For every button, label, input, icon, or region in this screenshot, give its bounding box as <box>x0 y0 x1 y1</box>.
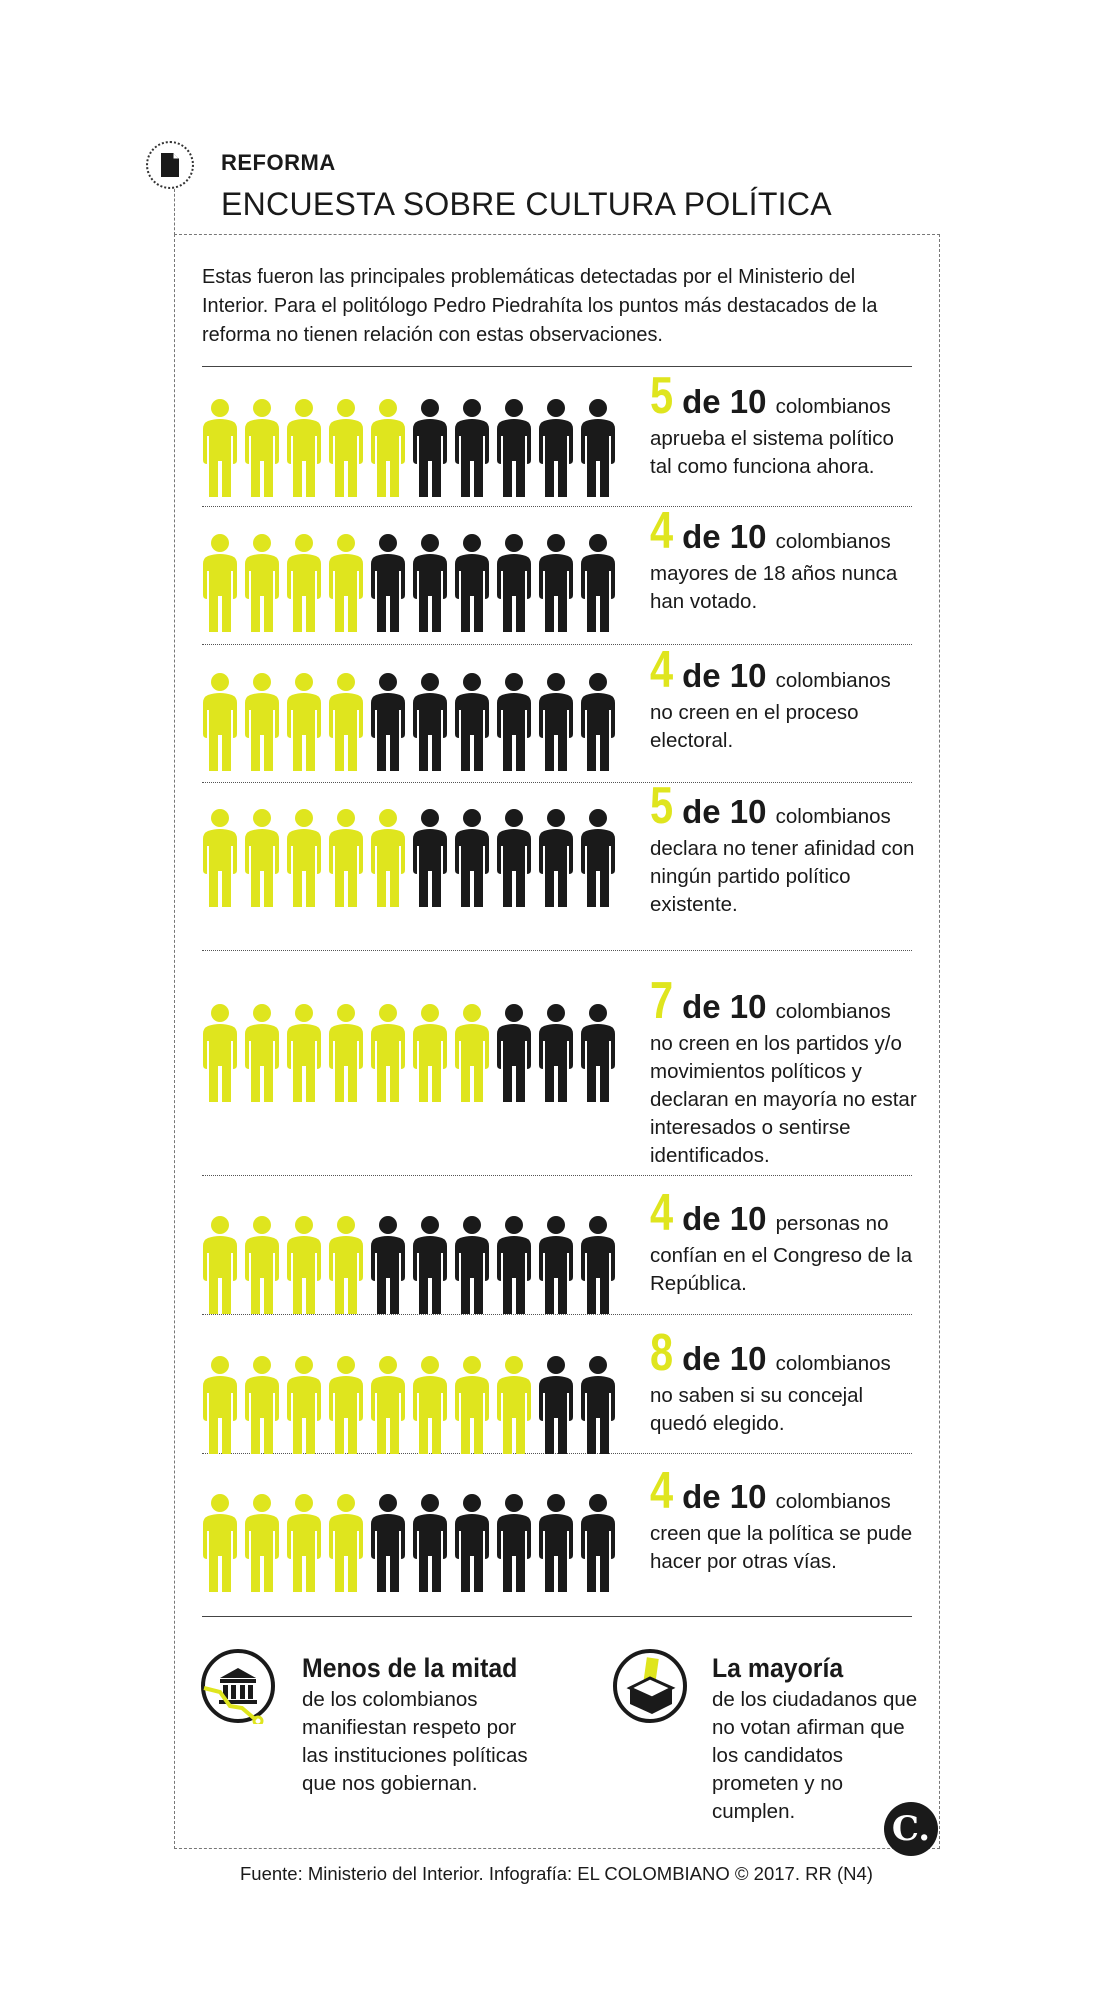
person-icon-dark <box>370 533 406 633</box>
stat-subject: colombianos <box>775 530 891 553</box>
person-icon-dark <box>496 1003 532 1103</box>
top-divider <box>202 366 912 367</box>
person-icon-dark <box>454 398 490 498</box>
stat-out-of: de 10 <box>672 1340 776 1377</box>
person-icon-highlighted <box>244 1493 280 1593</box>
person-icon-highlighted <box>496 1355 532 1455</box>
person-icon-highlighted <box>286 672 322 772</box>
institution-cut-icon <box>200 1648 276 1724</box>
person-icon-highlighted <box>286 533 322 633</box>
stat-description: mayores de 18 años nunca han votado. <box>650 562 898 613</box>
person-icon-dark <box>496 672 532 772</box>
person-icon-highlighted <box>202 1355 238 1455</box>
kicker: REFORMA <box>221 150 336 175</box>
bottom-right-title: La mayoría <box>712 1653 844 1683</box>
person-icon-highlighted <box>286 1493 322 1593</box>
stat-headline <box>650 777 920 839</box>
stat-label <box>650 1184 920 1298</box>
stat-number: 4 <box>650 1184 674 1242</box>
stat-headline <box>650 641 920 703</box>
person-icon-highlighted <box>202 1215 238 1315</box>
person-icon-highlighted <box>244 1003 280 1103</box>
stat-headline <box>650 1462 920 1524</box>
person-icon-highlighted <box>412 1003 448 1103</box>
person-icon-dark <box>412 672 448 772</box>
stat-out-of: de 10 <box>672 1200 776 1237</box>
stat-description: aprueba el sistema político tal como funciona ahora. <box>650 427 894 478</box>
person-icon-dark <box>412 1493 448 1593</box>
row-divider <box>202 644 912 645</box>
stat-number: 5 <box>650 777 674 835</box>
stat-subject: colombianos <box>775 669 891 692</box>
person-icon-dark <box>538 1355 574 1455</box>
stat-subject: colombianos <box>775 1000 891 1023</box>
person-icon-dark <box>496 1215 532 1315</box>
stat-headline <box>650 502 920 564</box>
stat-number: 4 <box>650 641 674 699</box>
person-icon-dark <box>412 1215 448 1315</box>
person-icon-highlighted <box>202 533 238 633</box>
person-icon-highlighted <box>454 1003 490 1103</box>
person-icon-dark <box>538 672 574 772</box>
person-icon-dark <box>538 398 574 498</box>
person-icon-highlighted <box>328 1355 364 1455</box>
row-divider <box>202 506 912 507</box>
person-icon-highlighted <box>244 533 280 633</box>
person-icon-dark <box>370 672 406 772</box>
person-icon-highlighted <box>370 1355 406 1455</box>
stat-description: declara no tener afinidad con ningún partido político existente. <box>650 837 915 916</box>
stat-headline <box>650 1184 920 1246</box>
stat-out-of: de 10 <box>672 657 776 694</box>
person-icon-dark <box>496 808 532 908</box>
person-icon-dark <box>454 533 490 633</box>
stat-subject: colombianos <box>775 1490 891 1513</box>
bottom-left-title: Menos de la mitad <box>302 1653 518 1683</box>
person-icon-highlighted <box>202 1003 238 1103</box>
document-icon <box>146 141 194 189</box>
stat-headline <box>650 1324 920 1386</box>
stat-description: creen que la política se pude hacer por otras vías. <box>650 1522 913 1573</box>
person-icon-highlighted <box>370 808 406 908</box>
stat-out-of: de 10 <box>672 793 776 830</box>
bottom-divider <box>202 1616 912 1617</box>
stat-number: 4 <box>650 1462 674 1520</box>
person-icon-highlighted <box>286 808 322 908</box>
source-credit: Fuente: Ministerio del Interior. Infografía: EL COLOMBIANO © 2017. RR (N4) <box>240 1863 873 1884</box>
stat-number: 7 <box>650 972 674 1030</box>
stat-subject: colombianos <box>775 395 891 418</box>
person-icon-dark <box>538 1003 574 1103</box>
stat-out-of: de 10 <box>672 1478 776 1515</box>
person-icon-dark <box>454 672 490 772</box>
person-icon-dark <box>496 533 532 633</box>
person-icon-highlighted <box>412 1355 448 1455</box>
person-icon-dark <box>454 1215 490 1315</box>
bottom-right-text: de los ciudadanos que no votan afirman que los candidatos prometen y no cumplen. <box>712 1688 918 1823</box>
person-icon-dark <box>370 1493 406 1593</box>
person-icon-highlighted <box>286 1003 322 1103</box>
row-divider <box>202 1175 912 1176</box>
stat-headline <box>650 367 920 429</box>
person-icon-dark <box>538 1215 574 1315</box>
person-icon-highlighted <box>286 1215 322 1315</box>
stat-headline <box>650 972 920 1034</box>
stat-label <box>650 367 920 481</box>
person-icon-dark <box>496 398 532 498</box>
stat-label <box>650 1462 920 1576</box>
stat-label <box>650 641 920 755</box>
person-icon-dark <box>580 398 616 498</box>
person-icon-highlighted <box>244 1355 280 1455</box>
person-icon-highlighted <box>328 1003 364 1103</box>
person-icon-dark <box>412 398 448 498</box>
person-icon-highlighted <box>286 1355 322 1455</box>
stat-subject: personas no <box>775 1212 889 1235</box>
person-icon-highlighted <box>202 1493 238 1593</box>
stat-number: 5 <box>650 367 674 425</box>
person-icon-dark <box>580 1215 616 1315</box>
row-divider <box>202 782 912 783</box>
person-icon-highlighted <box>328 672 364 772</box>
person-icon-dark <box>496 1493 532 1593</box>
person-icon-dark <box>412 808 448 908</box>
person-icon-dark <box>454 1493 490 1593</box>
person-icon-highlighted <box>328 533 364 633</box>
stat-out-of: de 10 <box>672 383 776 420</box>
intro-text: Estas fueron las principales problemáticas detectadas por el Ministerio del Interior. Para el politólogo Pedro Piedrahíta los puntos más destacados de la reforma no tienen relación con estas observaciones. <box>202 265 878 346</box>
person-icon-highlighted <box>328 808 364 908</box>
stat-label <box>650 972 920 1170</box>
stat-out-of: de 10 <box>672 518 776 555</box>
page-title: ENCUESTA SOBRE CULTURA POLÍTICA <box>221 186 832 222</box>
row-divider <box>202 950 912 951</box>
stat-description: no saben si su concejal quedó elegido. <box>650 1384 864 1435</box>
person-icon-dark <box>538 533 574 633</box>
person-icon-dark <box>538 808 574 908</box>
person-icon-highlighted <box>244 398 280 498</box>
stat-number: 4 <box>650 502 674 560</box>
stat-description: confían en el Congreso de la República. <box>650 1244 913 1295</box>
person-icon-highlighted <box>286 398 322 498</box>
stat-subject: colombianos <box>775 805 891 828</box>
person-icon-dark <box>412 533 448 633</box>
person-icon-highlighted <box>328 398 364 498</box>
person-icon-dark <box>580 672 616 772</box>
stat-out-of: de 10 <box>672 988 776 1025</box>
person-icon-highlighted <box>370 1003 406 1103</box>
ballot-box-icon <box>612 1648 688 1724</box>
person-icon-highlighted <box>244 1215 280 1315</box>
stat-label <box>650 1324 920 1438</box>
person-icon-highlighted <box>370 398 406 498</box>
stat-label <box>650 502 920 616</box>
stat-label <box>650 777 920 919</box>
person-icon-highlighted <box>202 398 238 498</box>
person-icon-highlighted <box>328 1493 364 1593</box>
el-colombiano-logo: C. <box>884 1802 938 1856</box>
person-icon-highlighted <box>244 672 280 772</box>
stat-description: no creen en los partidos y/o movimientos políticos y declaran en mayoría no estar interesados o sentirse identificados. <box>650 1032 917 1167</box>
person-icon-dark <box>538 1493 574 1593</box>
stat-number: 8 <box>650 1324 674 1382</box>
bottom-left-text: de los colombianos manifiestan respeto por las instituciones políticas que nos gobiernan. <box>302 1688 528 1795</box>
person-icon-highlighted <box>202 672 238 772</box>
person-icon-dark <box>370 1215 406 1315</box>
person-icon-dark <box>454 808 490 908</box>
header-connector <box>174 189 175 235</box>
person-icon-dark <box>580 1355 616 1455</box>
person-icon-dark <box>580 1003 616 1103</box>
stat-description: no creen en el proceso electoral. <box>650 701 859 752</box>
person-icon-dark <box>580 1493 616 1593</box>
person-icon-highlighted <box>454 1355 490 1455</box>
person-icon-dark <box>580 533 616 633</box>
stat-subject: colombianos <box>775 1352 891 1375</box>
person-icon-dark <box>580 808 616 908</box>
person-icon-highlighted <box>202 808 238 908</box>
person-icon-highlighted <box>328 1215 364 1315</box>
person-icon-highlighted <box>244 808 280 908</box>
